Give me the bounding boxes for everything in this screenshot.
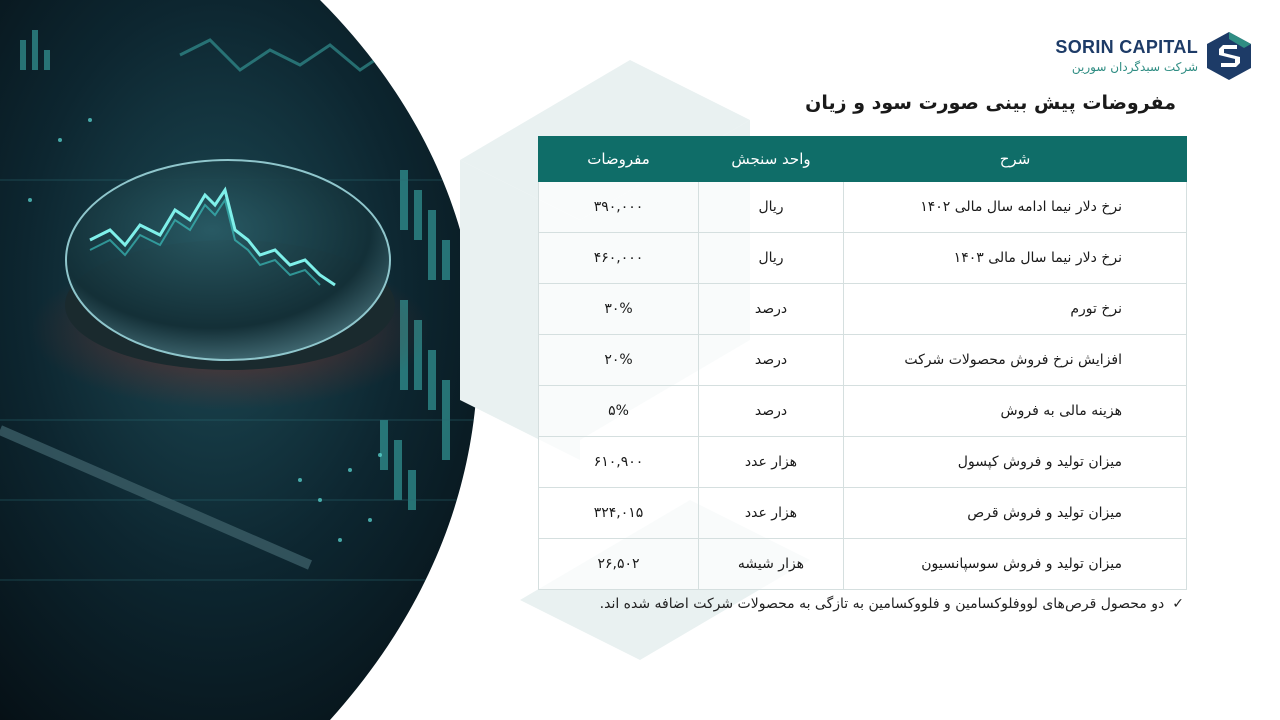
- cell-assumption: ۳۰%: [539, 284, 699, 335]
- header-description: شرح: [844, 137, 1187, 182]
- hero-image: [0, 0, 480, 720]
- cell-description: میزان تولید و فروش سوسپانسیون: [844, 539, 1187, 590]
- table-row: [539, 284, 1187, 335]
- cell-assumption: ۲۰%: [539, 335, 699, 386]
- cell-description: هزینه مالی به فروش: [844, 386, 1187, 437]
- cell-description: میزان تولید و فروش قرص: [844, 488, 1187, 539]
- page-title: مفروضات پیش بینی صورت سود و زیان: [805, 92, 1176, 114]
- cell-unit: هزار عدد: [699, 437, 844, 488]
- cell-description: نرخ تورم: [844, 284, 1187, 335]
- cell-unit: هزار شیشه: [699, 539, 844, 590]
- checkmark-icon: ✓: [1172, 596, 1184, 612]
- footnote-text: دو محصول قرص‌های لووفلوکسامین و فلووکسامین به تازگی به محصولات شرکت اضافه شده اند.: [599, 596, 1165, 612]
- cell-description: نرخ دلار نیما ادامه سال مالی ۱۴۰۲: [844, 182, 1187, 233]
- header-unit: واحد سنجش: [699, 137, 844, 182]
- table-row: [539, 539, 1187, 590]
- cell-unit: ریال: [699, 233, 844, 284]
- cell-unit: هزار عدد: [699, 488, 844, 539]
- assumptions-table-container: [538, 136, 1186, 590]
- table-row: [539, 488, 1187, 539]
- table-row: [539, 437, 1187, 488]
- cell-unit: درصد: [699, 284, 844, 335]
- cell-assumption: ۶۱۰,۹۰۰: [539, 437, 699, 488]
- table-row: [539, 233, 1187, 284]
- assumptions-table: [538, 136, 1187, 590]
- cell-assumption: ۲۶,۵۰۲: [539, 539, 699, 590]
- magnifier-stock-chart-image: [0, 0, 480, 720]
- company-logo: [1055, 30, 1252, 82]
- table-row: [539, 386, 1187, 437]
- cell-assumption: ۴۶۰,۰۰۰: [539, 233, 699, 284]
- cell-assumption: ۳۹۰,۰۰۰: [539, 182, 699, 233]
- footnote: [560, 596, 1184, 612]
- cell-unit: درصد: [699, 335, 844, 386]
- table-row: [539, 335, 1187, 386]
- cell-unit: ریال: [699, 182, 844, 233]
- cell-description: افزایش نرخ فروش محصولات شرکت: [844, 335, 1187, 386]
- cell-unit: درصد: [699, 386, 844, 437]
- table-row: [539, 182, 1187, 233]
- cell-assumption: ۳۲۴,۰۱۵: [539, 488, 699, 539]
- logo-name-fa: شرکت سبدگردان سورین: [1071, 60, 1198, 75]
- header-assumption: مفروضات: [539, 137, 699, 182]
- sorin-s-logo-icon: [1206, 31, 1252, 81]
- cell-description: نرخ دلار نیما سال مالی ۱۴۰۳: [844, 233, 1187, 284]
- cell-description: میزان تولید و فروش کپسول: [844, 437, 1187, 488]
- cell-assumption: ۵%: [539, 386, 699, 437]
- table-header-row: [539, 137, 1187, 182]
- logo-name-en: SORIN CAPITAL: [1055, 36, 1198, 57]
